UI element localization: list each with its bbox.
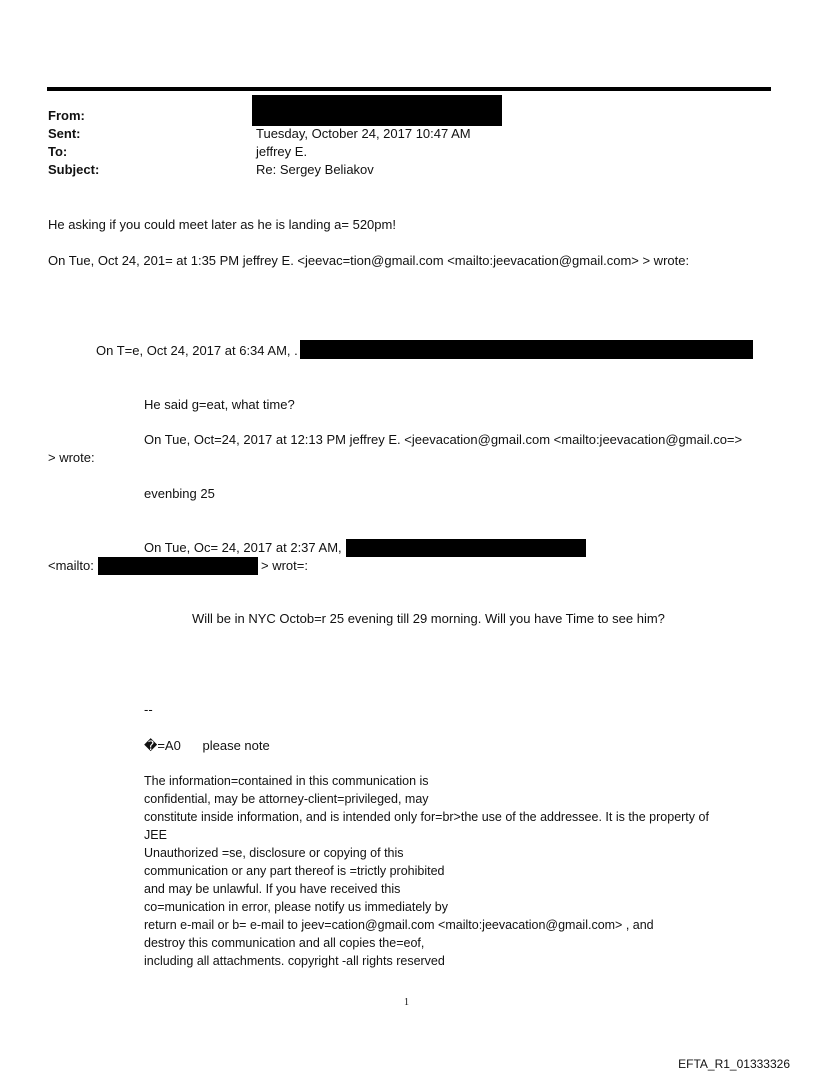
signature-dashes: -- [144,702,153,717]
reply-1: He said g=eat, what time? [144,397,295,412]
quote-header-4-wrote: > wrot=: [261,558,308,573]
disclaimer-line: destroy this communication and all copies the=eof, [144,936,425,950]
disclaimer-line: communication or any part thereof is =trictly prohibited [144,864,445,878]
quote-4-redaction-email [346,539,586,557]
disclaimer-line: confidential, may be attorney-client=privileged, may [144,792,429,806]
quote-header-1: On Tue, Oct 24, 201= at 1:35 PM jeffrey E. <jeevac=tion@gmail.com <mailto:jeevacation@gmail.com> > wrote: [48,253,690,268]
disclaimer-line: including all attachments. copyright -all rights reserved [144,954,445,968]
quote-header-4: On Tue, Oc= 24, 2017 at 2:37 AM, [144,540,342,555]
disclaimer-line: co=munication in error, please notify us immediately by [144,900,448,914]
quote-header-4-mailto: <mailto: [48,558,94,573]
disclaimer-line: and may be unlawful. If you have received this [144,882,401,896]
sent-value: Tuesday, October 24, 2017 10:47 AM [256,126,471,141]
disclaimer-line: The information=contained in this communication is [144,774,429,788]
disclaimer-line: JEE [144,828,167,842]
bates-number: EFTA_R1_01333326 [678,1057,790,1071]
to-value: jeffrey E. [256,144,308,159]
body-line-1: He asking if you could meet later as he is landing a= 520pm! [48,217,396,232]
disclaimer-line: constitute inside information, and is intended only for=br>the use of the addressee. It is the property of [144,810,709,824]
original-message: Will be in NYC Octob=r 25 evening till 29 morning. Will you have Time to see him? [192,611,665,626]
signature-note: �=A0 please note [144,738,270,753]
subject-label: Subject: [48,162,100,177]
header-rule [47,87,771,91]
from-label: From: [48,108,85,123]
sent-label: Sent: [48,126,81,141]
quote-header-2: On T=e, Oct 24, 2017 at 6:34 AM, . [96,343,298,358]
quote-header-3: On Tue, Oct=24, 2017 at 12:13 PM jeffrey E. <jeevacation@gmail.com <mailto:jeevacation@gmail.co=> [144,432,743,447]
reply-2: evenbing 25 [144,486,215,501]
quote-header-3-cont: > wrote: [48,450,95,465]
page-number: 1 [404,997,409,1008]
to-label: To: [48,144,68,159]
quote-2-redaction [300,340,753,359]
disclaimer-line: return e-mail or b= e-mail to jeev=cation@gmail.com <mailto:jeevacation@gmail.com> , and [144,918,654,932]
quote-4-redaction-mailto [98,557,258,575]
subject-value: Re: Sergey Beliakov [256,162,374,177]
from-redaction [252,95,502,126]
disclaimer-line: Unauthorized =se, disclosure or copying of this [144,846,404,860]
